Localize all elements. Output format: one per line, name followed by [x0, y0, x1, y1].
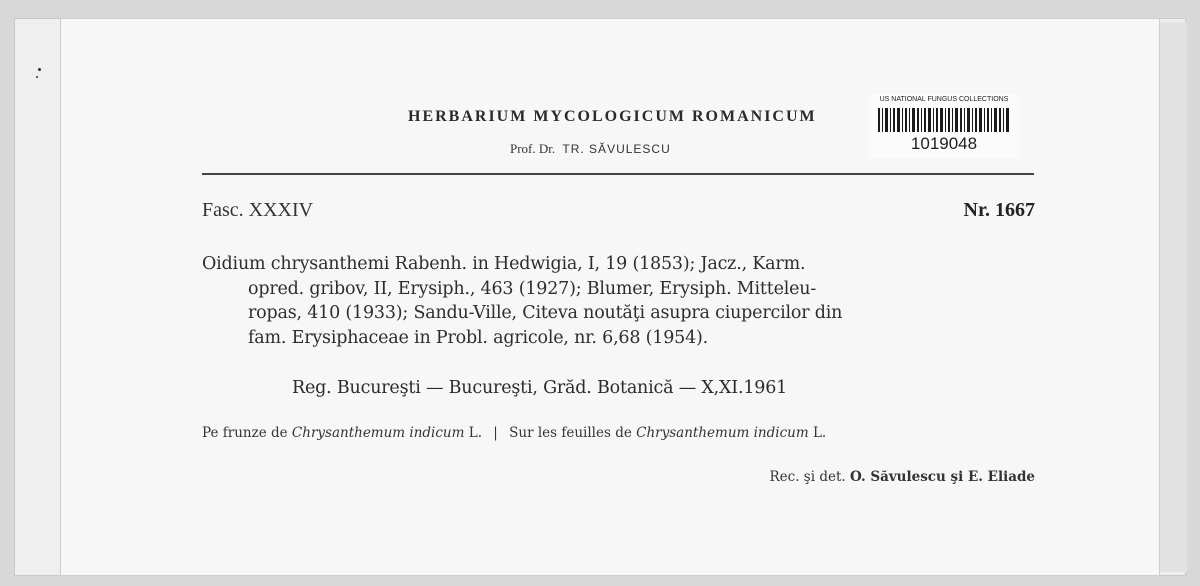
locality: Reg. Bucureşti — Bucureşti, Grăd. Botanică — X,XI.1961	[292, 378, 788, 398]
host-separator: |	[493, 425, 498, 441]
ink-speck	[36, 76, 38, 78]
host-fr-author: L.	[812, 425, 827, 441]
barcode-label	[868, 94, 1020, 158]
herbarium-title: HERBARIUM MYCOLOGICUM ROMANICUM	[408, 108, 817, 125]
curator-prefix: Prof. Dr.	[510, 141, 556, 156]
taxon-citation	[202, 252, 1037, 350]
curator-name: TR. SĂVULESCU	[562, 142, 671, 156]
collector-prefix: Rec. şi det.	[769, 469, 846, 485]
barcode-caption: US NATIONAL FUNGUS COLLECTIONS	[879, 96, 1009, 103]
host-fr-prefix: Sur les feuilles de	[509, 425, 632, 441]
fascicle: Fasc. XXXIV	[202, 199, 314, 221]
barcode-icon	[878, 108, 1010, 132]
host-plant	[202, 425, 1042, 441]
host-ro-prefix: Pe frunze de	[202, 425, 288, 441]
host-ro-species: Chrysanthemum indicum	[291, 425, 465, 441]
collector	[690, 469, 1035, 485]
catalog-number: 1019048	[910, 134, 978, 153]
host-ro-author: L.	[468, 425, 482, 441]
collector-names: O. Săvulescu şi E. Eliade	[849, 469, 1035, 485]
citation-line: Oidium chrysanthemi Rabenh. in Hedwigia, I, 19 (1853); Jacz., Karm.	[202, 254, 806, 274]
ink-speck	[38, 68, 41, 71]
citation-line: opred. gribov, II, Erysiph., 463 (1927); Blumer, Erysiph. Mitteleu-	[248, 278, 817, 299]
exsiccata-number: Nr. 1667	[963, 199, 1035, 221]
header-divider	[202, 173, 1034, 175]
citation-line: ropas, 410 (1933); Sandu-Ville, Citeva noutăţi asupra ciupercilor din	[248, 303, 843, 323]
host-fr-species: Chrysanthemum indicum	[636, 425, 809, 441]
herbarium-curator	[510, 141, 770, 157]
citation-line: fam. Erysiphaceae in Probl. agricole, nr. 6,68 (1954).	[248, 327, 709, 348]
